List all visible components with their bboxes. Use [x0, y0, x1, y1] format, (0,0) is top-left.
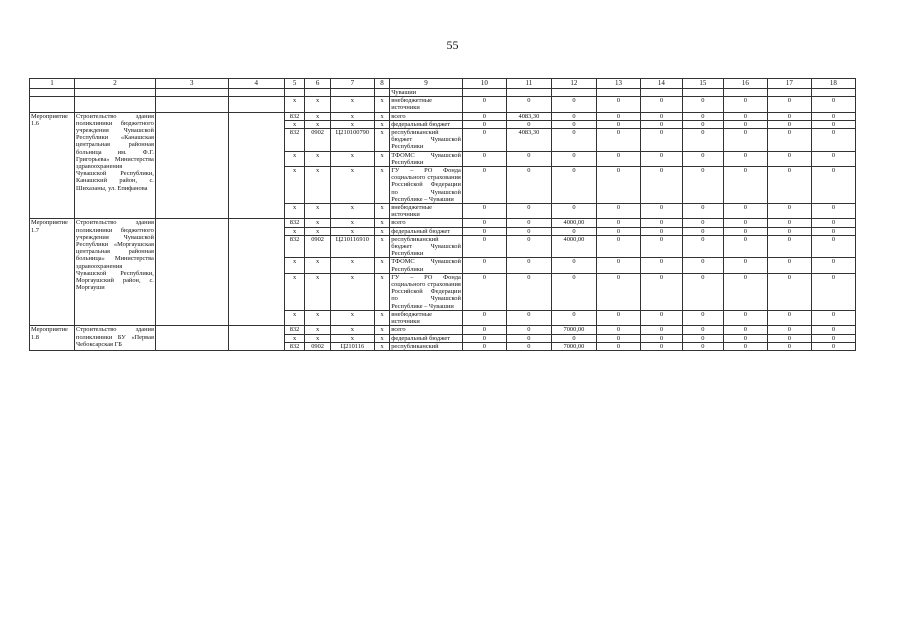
column-number-11: 11 — [506, 79, 551, 89]
value-cell: 4083,30 — [506, 112, 551, 120]
value-cell: 0 — [551, 258, 596, 273]
code-cell: x — [284, 273, 304, 310]
value-cell: 7000,00 — [551, 326, 596, 334]
funding-source: Чувашии — [390, 89, 463, 97]
value-cell: 0 — [462, 167, 506, 204]
value-cell: 0 — [596, 120, 640, 128]
value-cell: 0 — [462, 219, 506, 227]
value-cell: 0 — [767, 167, 811, 204]
value-cell: 0 — [462, 97, 506, 112]
code-cell: x — [305, 310, 331, 325]
value-cell: 0 — [596, 342, 640, 350]
value-cell: 0 — [596, 258, 640, 273]
code-cell: x — [374, 273, 389, 310]
code-cell: x — [374, 151, 389, 166]
value-cell: 0 — [682, 112, 723, 120]
event-cell-continued — [75, 89, 156, 97]
value-cell: 0 — [506, 167, 551, 204]
event-cell-continued — [155, 89, 228, 97]
value-cell: 0 — [811, 235, 855, 258]
value-cell: 0 — [551, 129, 596, 152]
code-cell: x — [374, 342, 389, 350]
code-cell: x — [284, 310, 304, 325]
value-cell: 0 — [682, 151, 723, 166]
value-cell: 0 — [596, 334, 640, 342]
value-cell: 0 — [506, 120, 551, 128]
value-cell: 0 — [640, 273, 682, 310]
value-cell: 0 — [462, 326, 506, 334]
code-cell: x — [374, 326, 389, 334]
column-number-3: 3 — [155, 79, 228, 89]
value-cell: 0 — [767, 258, 811, 273]
code-cell: x — [284, 151, 304, 166]
value-cell: 0 — [551, 167, 596, 204]
code-cell: x — [374, 97, 389, 112]
value-cell: 0 — [506, 219, 551, 227]
code-cell: x — [330, 310, 374, 325]
value-cell: 0 — [767, 235, 811, 258]
code-cell: x — [330, 204, 374, 219]
code-cell: x — [305, 334, 331, 342]
code-cell: x — [305, 219, 331, 227]
co-executor-cell — [228, 219, 284, 326]
value-cell: 0 — [767, 120, 811, 128]
code-cell: Ц210116 — [330, 342, 374, 350]
value-cell: 7000,00 — [551, 342, 596, 350]
code-cell — [305, 89, 331, 97]
value-cell: 0 — [723, 204, 767, 219]
table-row — [30, 219, 856, 227]
column-number-16: 16 — [723, 79, 767, 89]
value-cell: 0 — [723, 310, 767, 325]
value-cell: 0 — [767, 334, 811, 342]
column-number-9: 9 — [390, 79, 463, 89]
value-cell: 0 — [462, 112, 506, 120]
value-cell: 0 — [506, 235, 551, 258]
column-number-13: 13 — [596, 79, 640, 89]
value-cell: 0 — [640, 326, 682, 334]
column-number-6: 6 — [305, 79, 331, 89]
value-cell: 0 — [640, 219, 682, 227]
code-cell — [284, 89, 304, 97]
column-number-15: 15 — [682, 79, 723, 89]
value-cell: 0 — [811, 112, 855, 120]
value-cell: 0 — [551, 112, 596, 120]
code-cell: Ц210100790 — [330, 129, 374, 152]
table-row — [30, 112, 856, 120]
code-cell: x — [374, 334, 389, 342]
value-cell: 0 — [682, 97, 723, 112]
value-cell — [723, 89, 767, 97]
value-cell: 0 — [640, 151, 682, 166]
code-cell: x — [374, 227, 389, 235]
budget-table — [29, 78, 856, 351]
value-cell: 0 — [723, 326, 767, 334]
value-cell: 0 — [506, 310, 551, 325]
value-cell: 0 — [767, 204, 811, 219]
code-cell: 0902 — [305, 235, 331, 258]
event-cell-continued — [155, 97, 228, 112]
value-cell: 0 — [767, 129, 811, 152]
value-cell: 4000,00 — [551, 235, 596, 258]
value-cell: 0 — [767, 227, 811, 235]
value-cell: 0 — [640, 167, 682, 204]
value-cell: 0 — [811, 310, 855, 325]
value-cell: 0 — [767, 219, 811, 227]
column-number-17: 17 — [767, 79, 811, 89]
value-cell: 0 — [596, 204, 640, 219]
value-cell: 0 — [811, 219, 855, 227]
value-cell: 0 — [811, 334, 855, 342]
code-cell: x — [374, 258, 389, 273]
code-cell: x — [305, 227, 331, 235]
event-name: Строительство здания поликлиники бюджетного учреждения Чувашской Республики «Моргаушская центральная районная больница» Министерства здравоохранения Чувашской Республики, Моргаушский район, с. Моргауши — [75, 219, 156, 326]
code-cell: 0902 — [305, 342, 331, 350]
funding-source: всего — [390, 219, 463, 227]
value-cell: 0 — [551, 310, 596, 325]
value-cell: 0 — [506, 151, 551, 166]
value-cell: 0 — [551, 97, 596, 112]
value-cell: 0 — [462, 120, 506, 128]
value-cell: 0 — [462, 310, 506, 325]
value-cell: 0 — [811, 204, 855, 219]
value-cell: 0 — [682, 167, 723, 204]
code-cell: x — [305, 204, 331, 219]
value-cell: 0 — [596, 112, 640, 120]
value-cell: 0 — [682, 129, 723, 152]
code-cell: x — [305, 273, 331, 310]
code-cell: x — [284, 334, 304, 342]
value-cell: 0 — [811, 151, 855, 166]
event-cell-continued — [75, 97, 156, 112]
event-name: Строительство здания поликлиники бюджетного учреждения Чувашской Республики «Канашская центральная районная больница им. Ф.Г. Григорьева» Министерства здравоохранения Чувашской Республики, Канашский район, с. Шихазаны, ул. Епифанова — [75, 112, 156, 219]
value-cell: 0 — [640, 120, 682, 128]
value-cell — [767, 89, 811, 97]
value-cell: 0 — [811, 167, 855, 204]
code-cell: x — [374, 204, 389, 219]
code-cell: x — [284, 204, 304, 219]
value-cell: 0 — [551, 273, 596, 310]
code-cell: x — [374, 167, 389, 204]
code-cell: x — [374, 235, 389, 258]
code-cell: x — [330, 151, 374, 166]
value-cell: 0 — [723, 342, 767, 350]
event-number: Мероприятие 1.7 — [30, 219, 75, 326]
page-number: 55 — [446, 38, 459, 52]
value-cell: 0 — [767, 326, 811, 334]
co-executor-cell — [228, 326, 284, 351]
funding-source: ГУ – РО Фонда социального страхования Российской Федерации по Чувашской Республике – Чувашии — [391, 167, 461, 203]
column-number-5: 5 — [284, 79, 304, 89]
value-cell: 0 — [811, 227, 855, 235]
code-cell: x — [330, 334, 374, 342]
code-cell: x — [374, 129, 389, 152]
funding-source: ГУ – РО Фонда социального страхования Российской Федерации по Чувашской Республике – Чувашии — [391, 273, 461, 310]
value-cell: 0 — [723, 235, 767, 258]
value-cell — [462, 89, 506, 97]
value-cell — [596, 89, 640, 97]
column-number-12: 12 — [551, 79, 596, 89]
code-cell: 832 — [284, 326, 304, 334]
value-cell: 0 — [682, 204, 723, 219]
value-cell: 0 — [723, 334, 767, 342]
funding-source: республиканский — [390, 342, 463, 350]
value-cell: 0 — [462, 258, 506, 273]
value-cell: 0 — [596, 310, 640, 325]
value-cell: 0 — [811, 258, 855, 273]
code-cell: x — [330, 167, 374, 204]
funding-source: внебюджетные источники — [390, 204, 463, 219]
code-cell: x — [305, 326, 331, 334]
value-cell: 0 — [462, 151, 506, 166]
value-cell: 0 — [767, 273, 811, 310]
value-cell — [640, 89, 682, 97]
value-cell: 0 — [462, 227, 506, 235]
event-cell-continued — [30, 97, 75, 112]
value-cell: 0 — [723, 273, 767, 310]
value-cell: 0 — [767, 310, 811, 325]
value-cell: 0 — [640, 112, 682, 120]
value-cell: 0 — [682, 342, 723, 350]
value-cell: 0 — [640, 129, 682, 152]
column-number-18: 18 — [811, 79, 855, 89]
value-cell: 0 — [551, 120, 596, 128]
value-cell: 0 — [767, 112, 811, 120]
value-cell: 0 — [596, 219, 640, 227]
value-cell: 0 — [811, 97, 855, 112]
value-cell: 0 — [596, 273, 640, 310]
value-cell: 0 — [811, 129, 855, 152]
value-cell: 0 — [640, 342, 682, 350]
responsible-executor-cell — [155, 112, 228, 219]
value-cell: 0 — [462, 129, 506, 152]
value-cell: 0 — [506, 204, 551, 219]
value-cell: 0 — [682, 235, 723, 258]
code-cell: x — [330, 219, 374, 227]
funding-source: всего — [390, 112, 463, 120]
column-number-8: 8 — [374, 79, 389, 89]
value-cell: 0 — [682, 258, 723, 273]
event-number: Мероприятие 1.6 — [30, 112, 75, 219]
column-number-2: 2 — [75, 79, 156, 89]
code-cell: x — [305, 151, 331, 166]
table-row — [30, 326, 856, 334]
code-cell: x — [330, 273, 374, 310]
code-cell: x — [374, 112, 389, 120]
code-cell: 832 — [284, 342, 304, 350]
code-cell — [330, 89, 374, 97]
value-cell — [682, 89, 723, 97]
code-cell: x — [284, 120, 304, 128]
funding-source: федеральный бюджет — [390, 120, 463, 128]
value-cell: 0 — [596, 326, 640, 334]
value-cell: 0 — [723, 129, 767, 152]
value-cell: 0 — [682, 227, 723, 235]
funding-source: внебюджетные источники — [390, 310, 463, 325]
column-number-14: 14 — [640, 79, 682, 89]
column-number-10: 10 — [462, 79, 506, 89]
value-cell: 0 — [506, 97, 551, 112]
code-cell: x — [330, 258, 374, 273]
value-cell: 0 — [640, 227, 682, 235]
value-cell: 0 — [462, 334, 506, 342]
value-cell: 4000,00 — [551, 219, 596, 227]
value-cell: 0 — [767, 342, 811, 350]
value-cell: 0 — [767, 97, 811, 112]
responsible-executor-cell — [155, 219, 228, 326]
code-cell: Ц210116910 — [330, 235, 374, 258]
responsible-executor-cell — [155, 326, 228, 351]
value-cell: 0 — [506, 258, 551, 273]
funding-source: федеральный бюджет — [390, 227, 463, 235]
value-cell: 0 — [811, 342, 855, 350]
value-cell: 0 — [462, 235, 506, 258]
code-cell: x — [284, 227, 304, 235]
value-cell: 0 — [462, 204, 506, 219]
code-cell: x — [330, 326, 374, 334]
value-cell: 0 — [723, 258, 767, 273]
value-cell: 0 — [723, 219, 767, 227]
value-cell: 0 — [506, 334, 551, 342]
code-cell: x — [305, 112, 331, 120]
funding-source: республиканский бюджет Чувашской Республики — [391, 129, 461, 151]
code-cell: 832 — [284, 235, 304, 258]
value-cell: 0 — [682, 310, 723, 325]
value-cell: 0 — [551, 334, 596, 342]
value-cell: 0 — [640, 258, 682, 273]
value-cell — [506, 89, 551, 97]
event-cell-continued — [228, 97, 284, 112]
value-cell: 0 — [811, 326, 855, 334]
column-number-1: 1 — [30, 79, 75, 89]
value-cell: 0 — [723, 120, 767, 128]
code-cell: x — [305, 97, 331, 112]
code-cell: 832 — [284, 129, 304, 152]
value-cell: 0 — [682, 326, 723, 334]
funding-source: ТФОМС Чувашской Республики — [391, 258, 461, 273]
value-cell: 0 — [640, 204, 682, 219]
code-cell: x — [284, 258, 304, 273]
funding-source: ТФОМС Чувашской Республики — [391, 151, 461, 166]
co-executor-cell — [228, 112, 284, 219]
value-cell: 0 — [596, 129, 640, 152]
value-cell: 0 — [462, 342, 506, 350]
code-cell: x — [330, 120, 374, 128]
column-number-7: 7 — [330, 79, 374, 89]
code-cell — [374, 89, 389, 97]
value-cell: 0 — [506, 227, 551, 235]
value-cell: 0 — [723, 151, 767, 166]
code-cell: x — [374, 120, 389, 128]
funding-source: всего — [390, 326, 463, 334]
value-cell: 0 — [506, 342, 551, 350]
event-name: Строительство здания поликлиники БУ «Первая Чебоксарская ГБ — [75, 326, 156, 351]
value-cell: 0 — [596, 151, 640, 166]
code-cell: x — [330, 97, 374, 112]
code-cell: x — [284, 97, 304, 112]
value-cell: 0 — [462, 273, 506, 310]
code-cell: x — [374, 310, 389, 325]
code-cell: x — [374, 219, 389, 227]
value-cell: 0 — [506, 326, 551, 334]
value-cell: 0 — [596, 235, 640, 258]
funding-source: республиканский бюджет Чувашской Республики — [391, 235, 461, 258]
value-cell: 0 — [723, 227, 767, 235]
value-cell: 0 — [682, 120, 723, 128]
code-cell: 832 — [284, 112, 304, 120]
value-cell: 0 — [596, 227, 640, 235]
value-cell: 0 — [640, 310, 682, 325]
header-row — [30, 79, 856, 89]
value-cell: 0 — [682, 219, 723, 227]
event-cell-continued — [30, 89, 75, 97]
value-cell: 0 — [767, 151, 811, 166]
value-cell: 0 — [723, 167, 767, 204]
event-cell-continued — [228, 89, 284, 97]
value-cell: 0 — [640, 97, 682, 112]
value-cell: 0 — [640, 235, 682, 258]
code-cell: x — [330, 227, 374, 235]
value-cell: 0 — [596, 167, 640, 204]
value-cell: 0 — [551, 151, 596, 166]
value-cell: 0 — [723, 97, 767, 112]
value-cell: 4083,30 — [506, 129, 551, 152]
value-cell: 0 — [551, 227, 596, 235]
code-cell: x — [330, 112, 374, 120]
event-number: Мероприятие 1.8 — [30, 326, 75, 351]
code-cell: x — [284, 167, 304, 204]
value-cell: 0 — [640, 334, 682, 342]
value-cell: 0 — [682, 273, 723, 310]
code-cell: x — [305, 167, 331, 204]
value-cell: 0 — [811, 120, 855, 128]
continuation-row — [30, 97, 856, 112]
value-cell: 0 — [506, 273, 551, 310]
code-cell: x — [305, 258, 331, 273]
value-cell: 0 — [596, 97, 640, 112]
code-cell: x — [305, 120, 331, 128]
value-cell: 0 — [682, 334, 723, 342]
value-cell: 0 — [723, 112, 767, 120]
value-cell — [551, 89, 596, 97]
column-number-4: 4 — [228, 79, 284, 89]
value-cell: 0 — [551, 204, 596, 219]
value-cell — [811, 89, 855, 97]
funding-source: федеральный бюджет — [390, 334, 463, 342]
code-cell: 0902 — [305, 129, 331, 152]
funding-source: внебюджетные источники — [390, 97, 463, 112]
value-cell: 0 — [811, 273, 855, 310]
code-cell: 832 — [284, 219, 304, 227]
continuation-row — [30, 89, 856, 97]
